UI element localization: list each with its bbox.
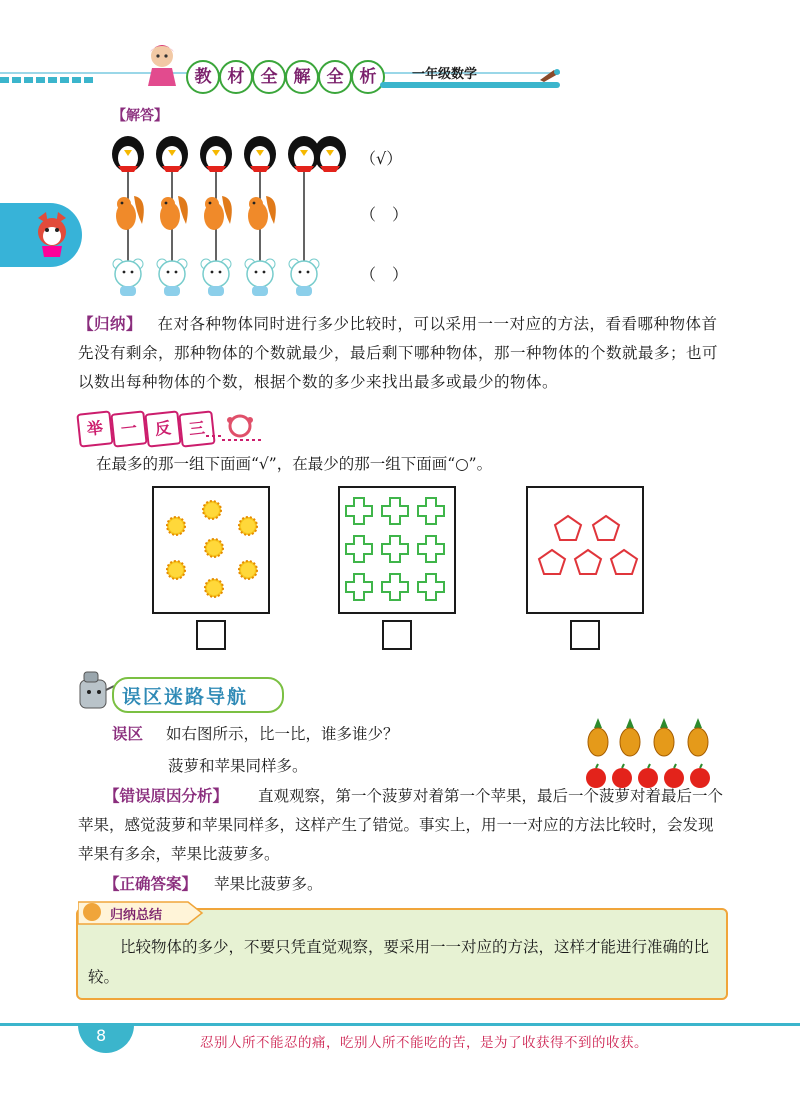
practice-tag-char: 一 <box>110 410 147 447</box>
pentagon-shape <box>593 516 619 540</box>
summary-note <box>78 310 728 397</box>
header-decoration <box>0 68 110 84</box>
pentagon-shape <box>575 550 601 574</box>
answer-mark-bears: （ ） <box>360 265 409 284</box>
crosses-group <box>338 486 456 614</box>
sun-icon <box>167 517 185 535</box>
answer-mark-squirrels: （ ） <box>360 205 409 224</box>
misconception-title: 误区迷路导航 <box>122 686 249 708</box>
cross-shape <box>346 536 372 562</box>
answer-mark-penguins: （√） <box>360 149 403 168</box>
correct-answer-line <box>104 872 322 894</box>
pentagon-shape <box>611 550 637 574</box>
pineapple-icon <box>588 718 608 756</box>
header-band <box>380 82 560 88</box>
cross-shape <box>418 574 444 600</box>
misconception-question-line <box>112 722 398 744</box>
header-title-char: 解 <box>285 60 319 94</box>
answer-diagram <box>110 130 350 302</box>
sun-icon <box>205 539 223 557</box>
practice-tag-char: 举 <box>76 410 113 447</box>
practice-tag-char: 反 <box>144 410 181 447</box>
practice-instruction: 在最多的那一组下面画“√”，在最少的那一组下面画“○”。 <box>96 455 493 473</box>
footer-motto: 忍别人所不能忍的痛，吃别人所不能吃的苦，是为了收获得不到的收获。 <box>200 1035 648 1051</box>
answer-box-pentagons[interactable] <box>570 620 600 650</box>
practice-tag-decoration <box>206 410 264 444</box>
pineapple-icon <box>620 718 640 756</box>
sun-icon <box>167 561 185 579</box>
header-title-char: 教 <box>186 60 220 94</box>
pineapple-icon <box>654 718 674 756</box>
cross-shape <box>382 498 408 524</box>
sun-icon <box>239 517 257 535</box>
correct-answer-text: 苹果比菠萝多。 <box>213 875 323 893</box>
conclusion-text: 比较物体的多少，不要只凭直觉观察，要采用一一对应的方法，这样才能进行准确的比较。 <box>88 938 710 986</box>
fairy-mascot-icon <box>140 40 184 88</box>
cross-shape <box>382 574 408 600</box>
header-title-char: 全 <box>252 60 286 94</box>
summary-note-label: 【归纳】 <box>78 315 143 333</box>
header-title-char: 材 <box>219 60 253 94</box>
pentagon-shape <box>539 550 565 574</box>
cross-shape <box>346 574 372 600</box>
sun-icon <box>203 501 221 519</box>
analysis-label: 【错误原因分析】 <box>104 787 229 805</box>
conclusion-tag: 归纳总结 <box>110 908 163 923</box>
squirrel-row <box>116 196 276 230</box>
analysis-text: 直观观察，第一个菠萝对着第一个苹果，最后一个菠萝对着最后一个苹果，感觉菠萝和苹果同样多，这样产生了错觉。事实上，用一一对应的方法比较时，会发现苹果有多余，苹果比菠萝多。 <box>78 787 724 863</box>
navigator-mascot-icon <box>76 670 116 712</box>
header-title-char: 全 <box>318 60 352 94</box>
summary-note-text: 在对各种物体同时进行多少比较时，可以采用一一对应的方法，看看哪种物体首先没有剩余，那种物体的个数就最少，最后剩下哪种物体，那一种物体的个数就最多；也可以数出每种物体的个数，根据个数的多少来找出最多或最少的物体。 <box>78 315 719 391</box>
cross-shape <box>418 536 444 562</box>
penguin-row <box>112 136 346 172</box>
misconception-wrong-answer: 菠萝和苹果同样多。 <box>168 757 308 775</box>
sun-icon <box>205 579 223 597</box>
answer-box-crosses[interactable] <box>382 620 412 650</box>
answer-box-suns[interactable] <box>196 620 226 650</box>
cross-shape <box>418 498 444 524</box>
pentagon-shape <box>555 516 581 540</box>
pineapple-icon <box>688 718 708 756</box>
answer-label: 【解答】 <box>112 108 168 124</box>
page-number: 8 <box>96 1026 107 1045</box>
practice-tag-char: 三 <box>178 410 215 447</box>
correct-answer-label: 【正确答案】 <box>104 875 198 893</box>
header-title-char: 析 <box>351 60 385 94</box>
pen-icon <box>538 66 560 84</box>
sun-icon <box>239 561 257 579</box>
cross-shape <box>382 536 408 562</box>
pentagons-group <box>526 486 644 614</box>
suns-group <box>152 486 270 614</box>
grade-label: 一年级数学 <box>412 67 478 82</box>
bear-row <box>113 259 319 296</box>
cross-shape <box>346 498 372 524</box>
misconception-label: 误区 <box>112 725 144 743</box>
misconception-question: 如右图所示，比一比，谁多谁少？ <box>165 725 399 743</box>
fox-mascot-icon <box>34 210 70 258</box>
